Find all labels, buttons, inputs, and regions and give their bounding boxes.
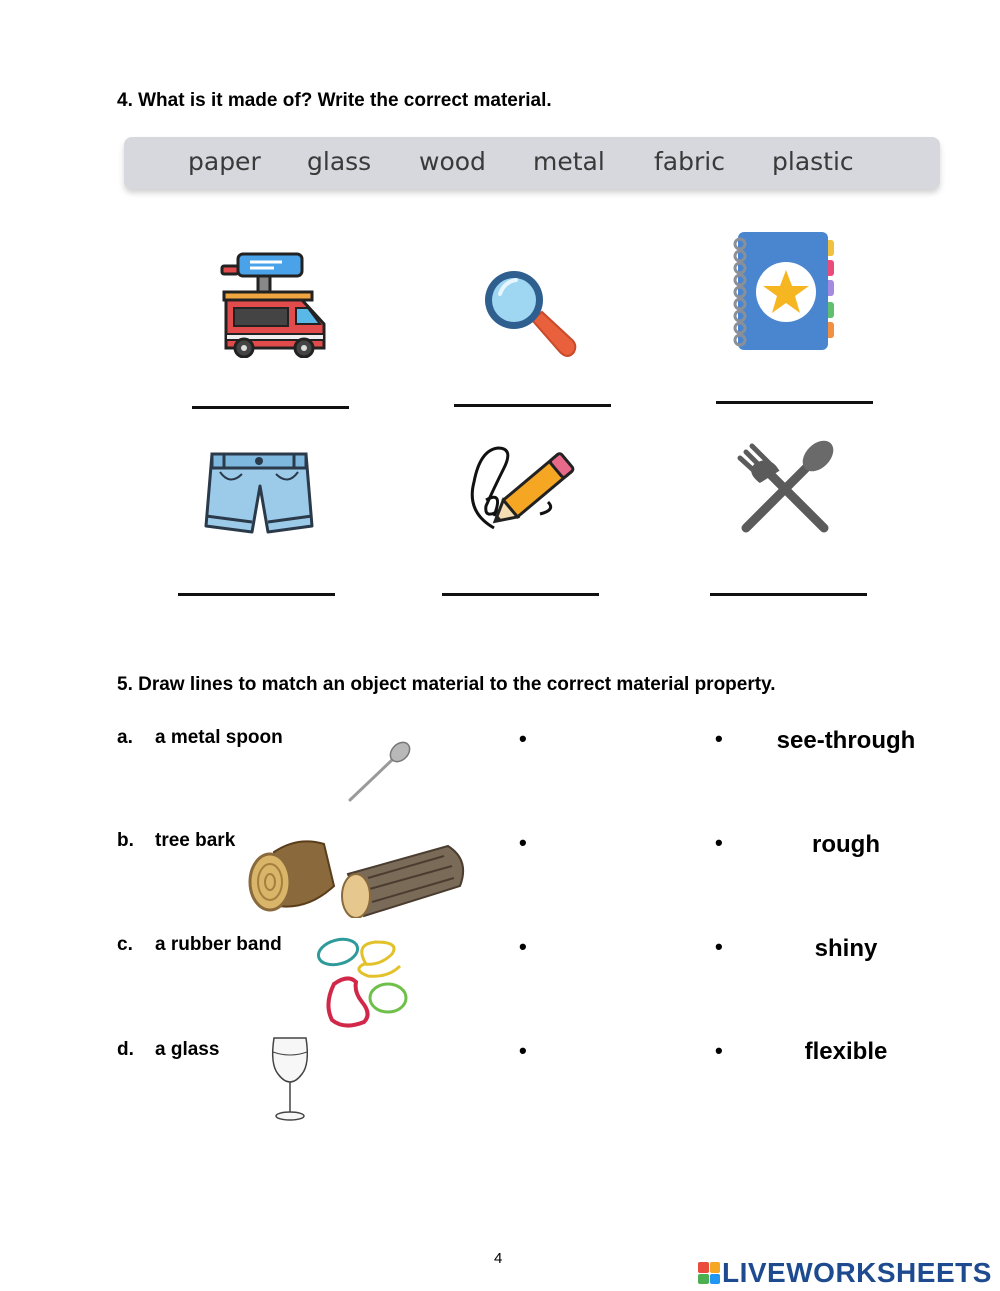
word-paper: paper <box>188 147 261 176</box>
word-fabric: fabric <box>654 147 725 176</box>
right-dot-2[interactable]: • <box>715 830 723 855</box>
item-label-glass: a glass <box>155 1039 220 1060</box>
notebook-icon <box>728 230 836 354</box>
word-wood: wood <box>419 147 486 176</box>
answer-line-6[interactable] <box>710 593 867 596</box>
brand-logo[interactable] <box>698 1257 992 1289</box>
tree-bark-log-icon <box>248 834 470 918</box>
q5-title: 5. Draw lines to match an object material to the correct material property. <box>117 674 776 695</box>
shorts-icon <box>202 450 316 536</box>
word-plastic: plastic <box>772 147 854 176</box>
rubber-bands-icon <box>314 934 410 1030</box>
item-label-metal-spoon: a metal spoon <box>155 727 283 748</box>
item-letter-b: b. <box>117 830 134 851</box>
answer-line-5[interactable] <box>442 593 599 596</box>
word-metal: metal <box>533 147 605 176</box>
brand-name: LIVEWORKSHEETS <box>722 1257 992 1288</box>
answer-line-4[interactable] <box>178 593 335 596</box>
metal-spoon-icon <box>344 740 412 806</box>
pencil-icon <box>464 440 584 544</box>
magnifying-glass-icon <box>482 268 578 362</box>
food-truck-icon <box>218 252 330 358</box>
answer-line-3[interactable] <box>716 401 873 404</box>
left-dot-b[interactable]: • <box>519 830 527 855</box>
item-letter-a: a. <box>117 727 133 748</box>
item-letter-c: c. <box>117 934 133 955</box>
left-dot-a[interactable]: • <box>519 726 527 751</box>
item-letter-d: d. <box>117 1039 134 1060</box>
wine-glass-icon <box>268 1034 312 1124</box>
answer-line-1[interactable] <box>192 406 349 409</box>
left-dot-d[interactable]: • <box>519 1038 527 1063</box>
fork-spoon-icon <box>736 436 836 536</box>
right-dot-3[interactable]: • <box>715 934 723 959</box>
page-number: 4 <box>494 1250 503 1267</box>
property-rough: rough <box>812 831 880 858</box>
right-dot-1[interactable]: • <box>715 726 723 751</box>
answer-line-2[interactable] <box>454 404 611 407</box>
word-glass: glass <box>307 147 372 176</box>
property-see-through: see-through <box>776 727 916 754</box>
item-label-tree-bark: tree bark <box>155 830 236 851</box>
q4-title: 4. What is it made of? Write the correct material. <box>117 90 552 111</box>
word-bank <box>124 137 940 189</box>
right-dot-4[interactable]: • <box>715 1038 723 1063</box>
property-shiny: shiny <box>814 935 878 962</box>
left-dot-c[interactable]: • <box>519 934 527 959</box>
property-flexible: flexible <box>804 1038 888 1065</box>
item-label-rubber-band: a rubber band <box>155 934 282 955</box>
brand-squares-icon <box>698 1262 720 1284</box>
